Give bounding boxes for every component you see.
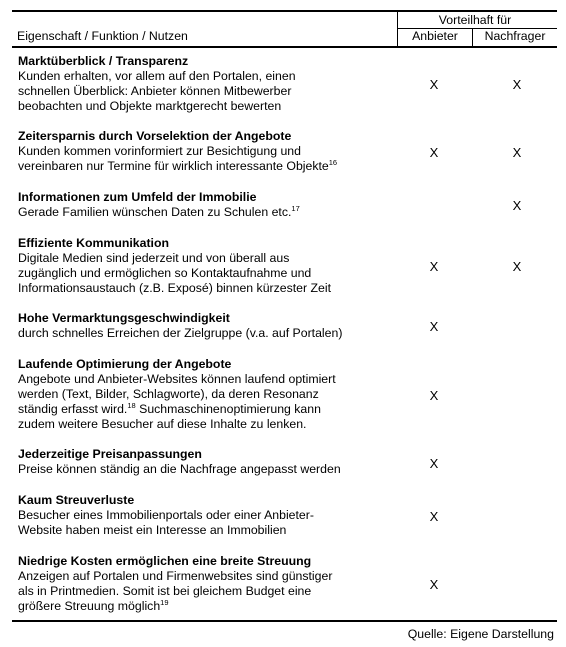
row-desc-line-with-footnote [18,599,398,614]
check-mark-anbieter: X [429,456,439,471]
table-row [18,54,398,114]
header-nachfrager: Nachfrager [484,29,546,43]
table-row [18,554,398,614]
row-desc-line: schnellen Überblick: Anbieter können Mitbewerber [18,84,292,98]
table-row [18,129,398,174]
row-desc-line: Angebote und Anbieter-Websites können laufend optimiert [18,372,336,386]
footnote-mark: 16 [328,157,338,167]
row-desc-line: vereinbaren nur Termine für wirklich interessante Objekte [18,159,329,173]
row-desc-line: Anzeigen auf Portalen und Firmenwebsites sind günstiger [18,569,333,583]
row-desc-line-with-footnote [18,205,398,220]
table-row [18,236,398,296]
row-desc-line: zudem weitere Besucher auf diese Inhalte zu lenken. [18,417,307,431]
header-eigenschaft: Eigenschaft / Funktion / Nutzen [17,29,188,43]
table-row [18,493,398,538]
row-title: Marktüberblick / Transparenz [18,54,189,68]
table-row [18,190,398,220]
check-mark-nachfrager: X [512,198,522,213]
check-mark-nachfrager: X [512,77,522,92]
row-desc-line: Kunden kommen vorinformiert zur Besichtigung und [18,144,301,158]
source-note: Quelle: Eigene Darstellung [407,627,554,641]
footnote-mark: 19 [160,597,169,607]
row-title: Niedrige Kosten ermöglichen eine breite Streuung [18,554,312,568]
table-row [18,447,398,477]
check-mark-anbieter: X [429,509,439,524]
row-title: Jederzeitige Preisanpassungen [18,447,202,461]
row-desc-line: werden (Text, Bilder, Schlagworte), da deren Resonanz [18,387,319,401]
row-desc-line: zugänglich und ermöglichen so Kontaktaufnahme und [18,266,312,280]
table-top-rule [12,10,557,12]
row-title: Effiziente Kommunikation [18,236,169,250]
check-mark-nachfrager: X [512,145,522,160]
row-desc-line: Suchmaschinenoptimierung kann [135,402,321,416]
header-bottom-rule [12,46,557,48]
row-desc-line: Digitale Medien sind jederzeit und von überall aus [18,251,290,265]
row-desc-line: ständig erfasst wird. [18,402,128,416]
row-desc-line: Website haben meist ein Interesse an Immobilien [18,523,287,537]
row-title: Laufende Optimierung der Angebote [18,357,232,371]
header-anbieter: Anbieter [412,29,458,43]
row-desc-line: Besucher eines Immobilienportals oder einer Anbieter- [18,508,314,522]
table-bottom-rule [12,620,557,622]
check-mark-nachfrager: X [512,259,522,274]
header-vorteilhaft-fuer: Vorteilhaft für [438,13,512,27]
row-title: Zeitersparnis durch Vorselektion der Angebote [18,129,292,143]
row-desc-line: Gerade Familien wünschen Daten zu Schulen etc. [18,205,292,219]
row-desc-line-with-footnote [18,159,398,174]
check-mark-anbieter: X [429,145,439,160]
footnote-mark: 18 [127,400,136,410]
check-mark-anbieter: X [429,77,439,92]
row-desc-line: größere Streuung möglich [18,599,161,613]
row-desc-line: Preise können ständig an die Nachfrage angepasst werden [18,462,341,476]
row-title: Informationen zum Umfeld der Immobilie [18,190,257,204]
check-mark-anbieter: X [429,259,439,274]
check-mark-anbieter: X [429,388,439,403]
check-mark-anbieter: X [429,577,439,592]
row-desc-line-with-footnote [18,402,398,417]
footnote-mark: 17 [291,203,300,213]
table-row [18,311,398,341]
table-row [18,357,398,432]
row-title: Kaum Streuverluste [18,493,135,507]
check-mark-anbieter: X [429,319,439,334]
row-desc-line: als in Printmedien. Somit ist bei gleichem Budget eine [18,584,312,598]
row-title: Hohe Vermarktungsgeschwindigkeit [18,311,230,325]
row-desc-line: beobachten und Objekte marktgerecht bewerten [18,99,282,113]
row-desc-line: Kunden erhalten, vor allem auf den Portalen, einen [18,69,296,83]
row-desc-line: durch schnelles Erreichen der Zielgruppe (v.a. auf Portalen) [18,326,343,340]
row-desc-line: Informationsaustauch (z.B. Exposé) binnen kürzester Zeit [18,281,332,295]
